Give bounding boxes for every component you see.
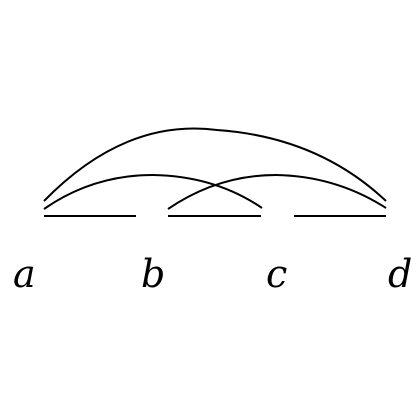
vertex-label-c: c <box>266 252 288 296</box>
arc-a-d <box>44 128 386 201</box>
vertex-label-a: a <box>13 252 36 296</box>
vertex-label-b: b <box>141 252 166 296</box>
vertex-label-d: d <box>388 252 413 296</box>
